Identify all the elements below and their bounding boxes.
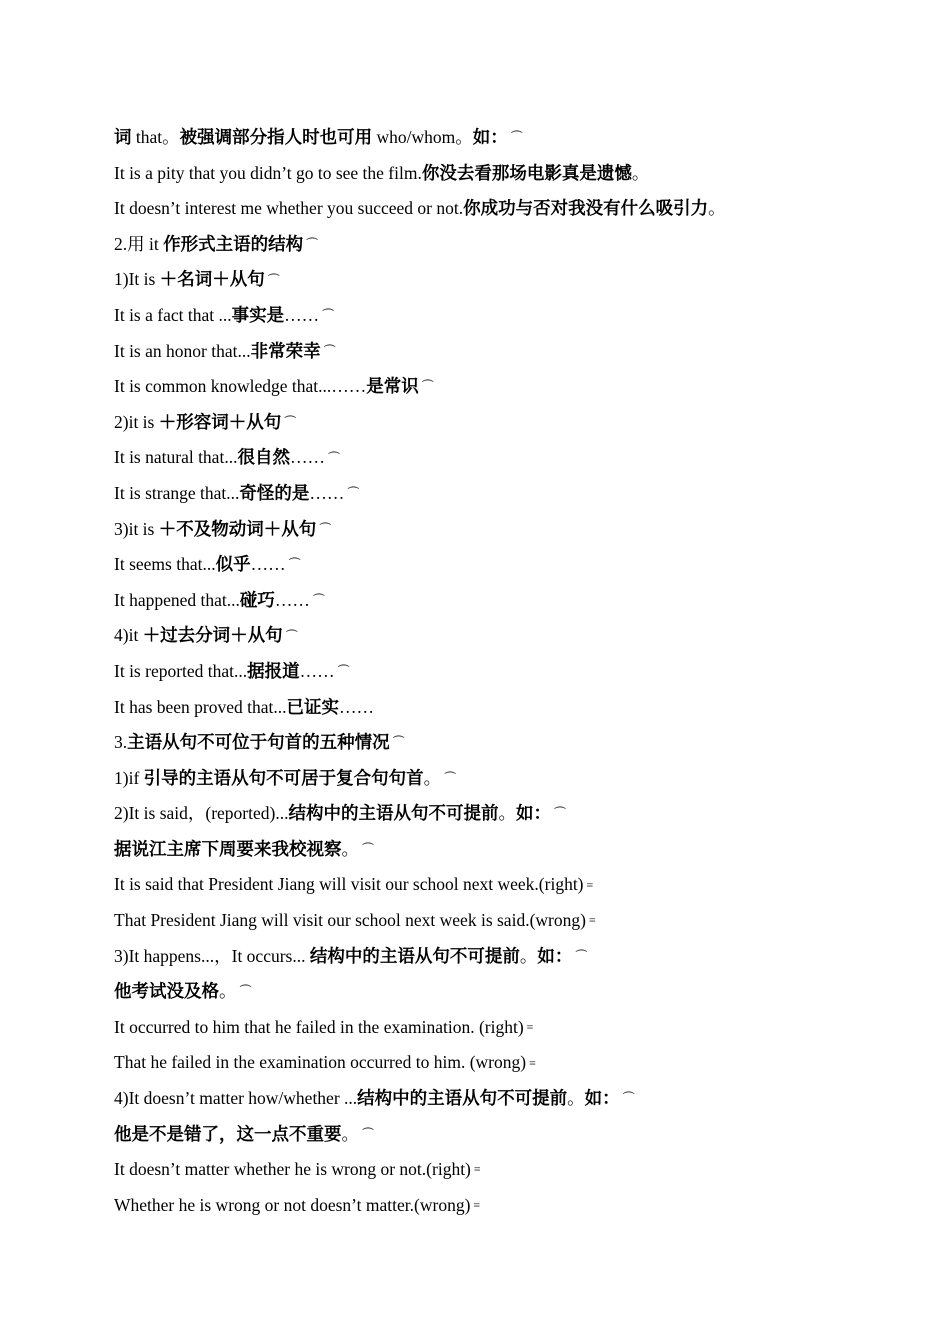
bold-text: 已证实 xyxy=(286,696,340,717)
text: …… xyxy=(339,696,375,717)
text: 。 xyxy=(219,981,237,1002)
bold-text: 据报道 xyxy=(247,660,300,681)
text-line xyxy=(114,1010,874,1046)
text: 2)It is said，(reported)... xyxy=(114,803,289,824)
text-line xyxy=(114,654,874,690)
paragraph-mark-icon: ≡ xyxy=(526,1020,534,1035)
text: It is natural that... xyxy=(114,447,238,468)
text-line xyxy=(114,476,874,512)
line-break-mark-icon: ⏜ xyxy=(392,735,405,750)
text: …… xyxy=(299,660,335,681)
bold-text: 如： xyxy=(472,127,508,147)
text-line xyxy=(114,191,874,227)
text-line xyxy=(114,547,874,583)
text-line xyxy=(114,120,874,156)
line-break-mark-icon: ⏜ xyxy=(575,948,587,963)
bold-text: 奇怪的是 xyxy=(239,482,310,503)
text: It is strange that... xyxy=(114,482,240,503)
bold-text: 结构中的主语从句不可提前 xyxy=(288,803,499,824)
text-line xyxy=(114,796,874,832)
bold-text: 作形式主语的结构 xyxy=(163,233,304,254)
text: It occurred to him that he failed in the examination. (right) xyxy=(114,1016,524,1037)
bold-text: 你成功与否对我没有什么吸引力 xyxy=(463,198,709,219)
text-line xyxy=(114,227,874,263)
text-line xyxy=(114,583,874,619)
text: That President Jiang will visit our school next week is said.(wrong) xyxy=(114,910,586,931)
line-break-mark-icon: ⏜ xyxy=(337,664,350,679)
bold-text: 词 xyxy=(114,127,132,147)
paragraph-mark-icon: ≡ xyxy=(473,1198,481,1212)
text: …… xyxy=(289,447,325,468)
bold-text: ＋过去分词＋从句 xyxy=(142,625,283,646)
text: 。 xyxy=(567,1088,585,1109)
bold-text: ＋名词＋从句 xyxy=(159,269,265,290)
text-line xyxy=(114,334,874,370)
line-break-mark-icon: ⏜ xyxy=(622,1091,635,1106)
text-line xyxy=(114,298,874,334)
text-line xyxy=(114,761,874,797)
text: …… xyxy=(284,304,320,325)
text: Whether he is wrong or not doesn’t matter.(wrong) xyxy=(114,1194,471,1215)
text: 。 xyxy=(498,803,516,824)
bold-text: 你没去看那场电影真是遗憾 xyxy=(421,162,632,183)
bold-text: 结构中的主语从句不可提前 xyxy=(357,1088,568,1109)
bold-text: 似乎 xyxy=(215,554,251,575)
line-break-mark-icon: ⏜ xyxy=(288,557,301,572)
bold-text: 主语从句不可位于句首的五种情况 xyxy=(127,732,390,753)
bold-text: 事实是 xyxy=(231,304,285,325)
line-break-mark-icon: ⏜ xyxy=(267,272,280,287)
text: 。 xyxy=(708,198,726,219)
text: 3)It happens...，It occurs... xyxy=(114,945,310,966)
bold-text: 被强调部分指人时也可用 xyxy=(179,127,373,147)
text-line xyxy=(114,1188,874,1224)
text-line xyxy=(114,1117,874,1153)
text-line xyxy=(114,1152,874,1188)
line-break-mark-icon: ⏜ xyxy=(510,130,523,145)
text: 1)It is xyxy=(114,269,160,290)
text: That he failed in the examination occurred to him. (wrong) xyxy=(114,1052,527,1073)
paragraph-mark-icon: ≡ xyxy=(473,1162,481,1177)
text-line xyxy=(114,156,874,192)
text: 。 xyxy=(341,1123,359,1144)
text: 3)it is xyxy=(114,518,159,539)
line-break-mark-icon: ⏜ xyxy=(362,842,374,857)
text: …… xyxy=(274,589,310,610)
text: It doesn’t interest me whether you succeed or not. xyxy=(114,198,464,219)
bold-text: 很自然 xyxy=(237,447,290,468)
line-break-mark-icon: ⏜ xyxy=(323,343,336,358)
text-line xyxy=(114,1045,874,1081)
text: It is a fact that ... xyxy=(114,304,232,325)
paragraph-mark-icon: ≡ xyxy=(586,877,594,892)
bold-text: 引导的主语从句不可居于复合句句首 xyxy=(143,767,424,788)
text: 。 xyxy=(341,838,359,859)
bold-text: 据说江主席下周要来我校视察 xyxy=(114,838,342,859)
text-line xyxy=(114,974,874,1010)
text: It happened that... xyxy=(114,589,240,610)
text-line xyxy=(114,618,874,654)
text: It is a pity that you didn’t go to see the film. xyxy=(114,162,422,183)
text-line xyxy=(114,867,874,903)
line-break-mark-icon: ⏜ xyxy=(312,592,325,607)
text: It has been proved that... xyxy=(114,696,287,717)
line-break-mark-icon: ⏜ xyxy=(239,984,252,999)
text: 2.用 it xyxy=(114,233,164,254)
text-line xyxy=(114,369,874,405)
line-break-mark-icon: ⏜ xyxy=(421,379,434,394)
text: 4)it xyxy=(114,625,143,646)
document-body xyxy=(114,120,874,1223)
bold-text: 他考试没及格 xyxy=(114,981,219,1002)
text: who/whom。 xyxy=(372,127,473,147)
text: It is an honor that... xyxy=(114,340,251,361)
bold-text: 碰巧 xyxy=(239,589,275,610)
bold-text: 他是不是错了，这一点不重要 xyxy=(114,1123,342,1144)
text: It seems that... xyxy=(114,554,216,575)
text: 。 xyxy=(631,162,650,183)
bold-text: ＋形容词＋从句 xyxy=(158,411,282,432)
bold-text: 如： xyxy=(584,1088,620,1109)
text-line xyxy=(114,512,874,548)
line-break-mark-icon: ⏜ xyxy=(553,806,566,821)
line-break-mark-icon: ⏜ xyxy=(306,236,318,251)
bold-text: 是常识 xyxy=(366,376,419,397)
line-break-mark-icon: ⏜ xyxy=(284,414,296,429)
text: that。 xyxy=(131,127,180,147)
bold-text: 如： xyxy=(515,803,551,824)
bold-text: ＋不及物动词＋从句 xyxy=(158,518,317,539)
text: 3. xyxy=(114,732,128,753)
line-break-mark-icon: ⏜ xyxy=(319,521,331,536)
text: …… xyxy=(309,482,345,503)
text-line xyxy=(114,832,874,868)
text: 2)it is xyxy=(114,411,159,432)
paragraph-mark-icon: ≡ xyxy=(529,1055,536,1070)
line-break-mark-icon: ⏜ xyxy=(444,770,456,785)
text-line xyxy=(114,440,874,476)
paragraph-mark-icon: ≡ xyxy=(588,913,596,928)
text-line xyxy=(114,725,874,761)
text: It is common knowledge that...…… xyxy=(114,376,367,397)
text-line xyxy=(114,262,874,298)
text: It doesn’t matter whether he is wrong or not.(right) xyxy=(114,1159,471,1180)
text-line xyxy=(114,903,874,939)
bold-text: 非常荣幸 xyxy=(250,340,321,361)
text: 4)It doesn’t matter how/whether ... xyxy=(114,1088,358,1109)
line-break-mark-icon: ⏜ xyxy=(347,486,359,501)
text: It is reported that... xyxy=(114,660,248,681)
text-line xyxy=(114,405,874,441)
line-break-mark-icon: ⏜ xyxy=(285,628,298,643)
text-line xyxy=(114,690,874,726)
text: It is said that President Jiang will visit our school next week.(right) xyxy=(114,874,584,895)
text: 1)if xyxy=(114,767,144,788)
line-break-mark-icon: ⏜ xyxy=(327,450,340,465)
line-break-mark-icon: ⏜ xyxy=(322,308,334,323)
text-line xyxy=(114,939,874,975)
text: 。 xyxy=(519,945,538,966)
text: …… xyxy=(250,554,286,575)
line-break-mark-icon: ⏜ xyxy=(362,1126,374,1141)
text-line xyxy=(114,1081,874,1117)
bold-text: 结构中的主语从句不可提前 xyxy=(309,945,520,966)
bold-text: 如： xyxy=(537,945,573,966)
text: 。 xyxy=(423,767,442,788)
